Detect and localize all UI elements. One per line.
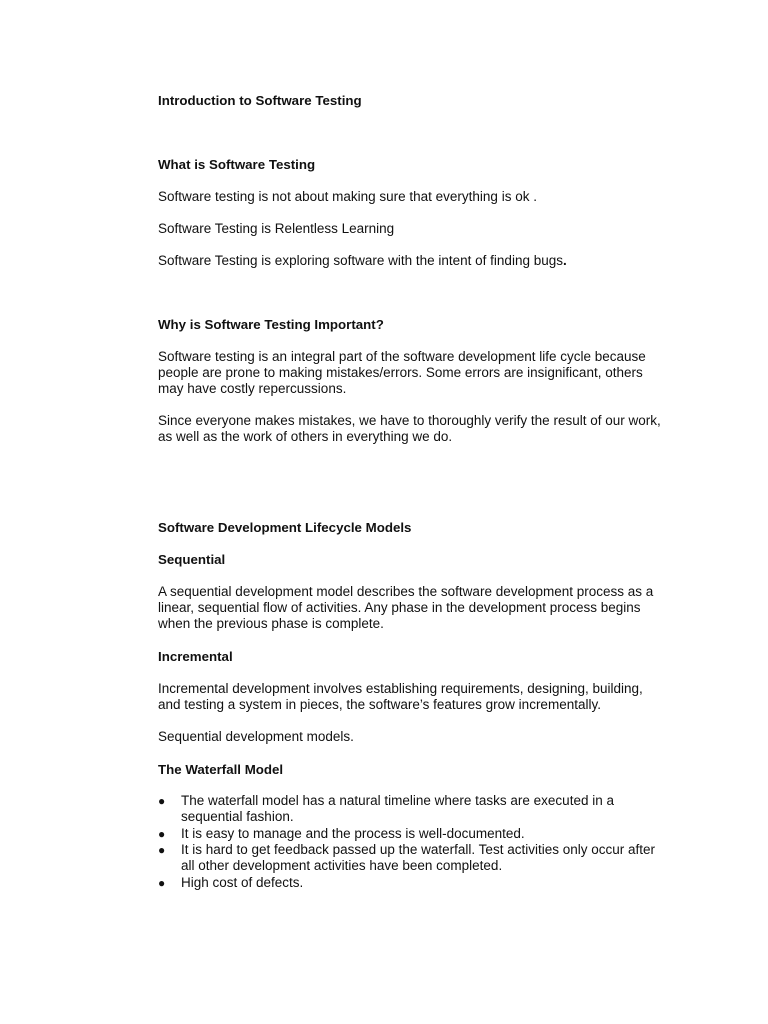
what-is-line-3-text: Software Testing is exploring software with the intent of finding bugs [158,253,563,268]
what-is-heading: What is Software Testing [158,157,316,172]
what-is-line-3-period: . [562,253,567,268]
bullet-text-line: It is hard to get feedback passed up the waterfall. Test activities only occur after [181,842,656,857]
sequential-models-line: Sequential development models. [158,729,354,744]
bullet-text-line: High cost of defects. [181,875,304,890]
why-para-2-line-2: as well as the work of others in everything we do. [158,429,453,444]
incremental-heading: Incremental [158,649,233,664]
document-title: Introduction to Software Testing [158,93,362,108]
what-is-line-1: Software testing is not about making sure that everything is ok . [158,189,537,204]
what-is-line-3 [158,253,567,269]
bullet-text-line: The waterfall model has a natural timeline where tasks are executed in a [181,793,614,808]
sequential-para-line-3: when the previous phase is complete. [158,616,384,631]
bullet-dot: ● [158,876,166,890]
sequential-para-line-1: A sequential development model describes the software development process as a [158,584,654,599]
waterfall-heading: The Waterfall Model [158,762,284,777]
why-para-1-line-1: Software testing is an integral part of the software development life cycle because [158,349,646,364]
bullet-text-line: It is easy to manage and the process is well-documented. [181,826,525,841]
bullet-dot: ● [158,827,166,841]
bullet-dot: ● [158,843,166,857]
why-heading: Why is Software Testing Important? [158,317,384,332]
sequential-heading: Sequential [158,552,226,567]
bullet-text-line: sequential fashion. [181,809,294,824]
why-para-1-line-2: people are prone to making mistakes/errors. Some errors are insignificant, others [158,365,643,380]
incremental-para-line-2: and testing a system in pieces, the software’s features grow incrementally. [158,697,601,712]
sdlc-heading: Software Development Lifecycle Models [158,520,412,535]
incremental-para-line-1: Incremental development involves establishing requirements, designing, building, [158,681,643,696]
bullet-text-line: all other development activities have been completed. [181,858,503,873]
why-para-2-line-1: Since everyone makes mistakes, we have to thoroughly verify the result of our work, [158,413,661,428]
what-is-line-2: Software Testing is Relentless Learning [158,221,395,236]
why-para-1-line-3: may have costly repercussions. [158,381,347,396]
sequential-para-line-2: linear, sequential flow of activities. Any phase in the development process begins [158,600,641,615]
bullet-dot: ● [158,794,166,808]
